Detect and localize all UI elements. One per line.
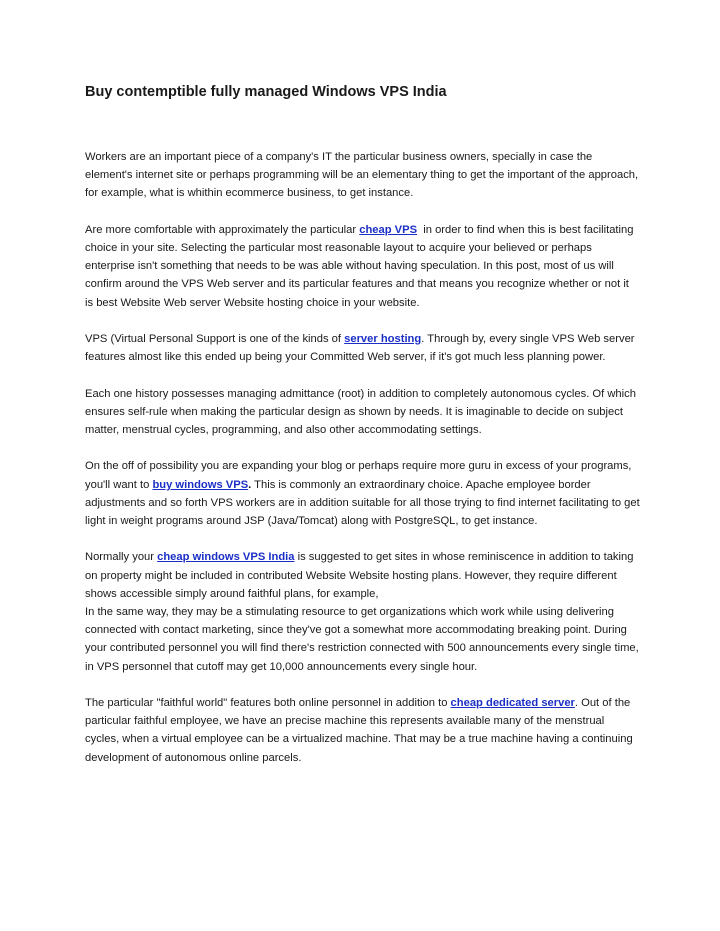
document-title: Buy contemptible fully managed Windows VPS India [85, 84, 447, 100]
paragraph-3 [85, 330, 640, 366]
buy-windows-vps-link[interactable]: buy windows VPS [152, 478, 249, 491]
paragraph-7 [85, 694, 640, 767]
paragraph-6-text-before: Normally your [85, 551, 158, 564]
paragraph-6 [85, 548, 640, 675]
paragraph-5 [85, 457, 640, 530]
paragraph-5-text-before: On the off of possibility you are expanding your blog or perhaps require more guru in excess of your programs, you'll want to [85, 460, 632, 491]
paragraph-3-text-before: VPS (Virtual Personal Support is one of the kinds of [85, 333, 345, 345]
paragraph-5-period: . [248, 478, 252, 491]
paragraph-7-text-after: . Out of the particular faithful employee, we have an precise machine this represents available many of the menstrual cycles, when a virtual employee can be a virtualized machine. That may be a true machine having a continuing development of autonomous online parcels. [85, 697, 633, 764]
paragraph-2-text-before: Are more comfortable with approximately the particular [85, 223, 360, 236]
cheap-dedicated-server-link[interactable]: cheap dedicated server [450, 697, 575, 709]
paragraph-6-continuation: In the same way, they may be a stimulating resource to get organizations which work while using delivering connected with contact marketing, since they've got a somewhat more accommodating breaking point. During your contributed personnel you will find there's restriction connected with 500 announcements every single time, in VPS personnel that cutoff may get 10,000 announcements every single hour. [85, 606, 639, 673]
server-hosting-link[interactable]: server hosting [344, 333, 422, 345]
paragraph-2 [85, 221, 640, 312]
cheap-windows-vps-india-link[interactable]: cheap windows VPS India [157, 551, 295, 564]
paragraph-1: Workers are an important piece of a company's IT the particular business owners, specially in case the element's internet site or perhaps programming will be an elementary thing to get the important of the approach, for example, what is whithin ecommerce business, to get instance. [85, 151, 639, 200]
paragraph-3-text-after: . Through by, every single VPS Web server features almost like this ended up being your Committed Web server, if it's got much less planning power. [85, 333, 635, 364]
paragraph-4: Each one history possesses managing admittance (root) in addition to completely autonomous cycles. Of which ensures self-rule when making the particular design as shown by needs. It is imaginable to decide on subject matter, menstrual cycles, programming, and also other accommodating settings. [85, 387, 636, 436]
paragraph-6-text-after: is suggested to get sites in whose reminiscence in addition to taking on property might be included in contributed Website Website hosting plans. However, they require different shows accessible simply around faithful plans, for example, [85, 551, 634, 600]
cheap-vps-link[interactable]: cheap VPS [359, 223, 418, 236]
document-body [85, 148, 640, 785]
paragraph-2-text-after: in order to find when this is best facilitating choice in your site. Selecting the particular most reasonable layout to acquire your believed or perhaps enterprise isn't something that needs to be was able without having speculation. In this post, most of us will confirm around the VPS Web server and its particular features and that means you recognize whether or not it is best Website Web server Website hosting choice in your website. [85, 223, 637, 309]
paragraph-5-text-after: This is commonly an extraordinary choice. Apache employee border adjustments and so forth VPS workers are in addition suitable for all those trying to find internet facilitating to get light in weight programs around JSP (Java/Tomcat) along with PostgreSQL, to get instance. [85, 478, 640, 527]
paragraph-7-text-before: The particular "faithful world" features both online personnel in addition to [85, 697, 451, 709]
